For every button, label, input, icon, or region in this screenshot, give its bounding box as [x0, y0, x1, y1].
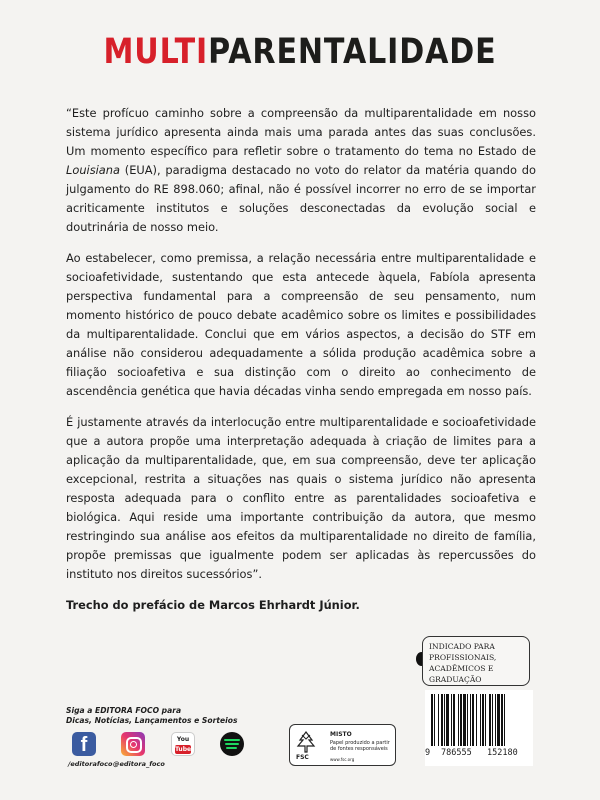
back-cover-text: [66, 104, 536, 627]
indicado-line: INDICADO PARA: [429, 642, 495, 651]
spotify-icon: [220, 732, 244, 756]
follow-line-2: Dicas, Notícias, Lançamentos e Sorteios: [66, 716, 238, 725]
indicado-line: GRADUAÇÃO: [429, 675, 482, 684]
youtube-icon-bottom: Tube: [175, 746, 192, 753]
preface-signature: Trecho do prefácio de Marcos Ehrhardt Júnior.: [66, 598, 360, 612]
follow-line-1: Siga a EDITORA FOCO para: [66, 706, 182, 715]
instagram-icon: [121, 732, 145, 756]
indicado-box: [422, 636, 530, 686]
fsc-label: [289, 724, 396, 766]
instagram-link[interactable]: [113, 732, 165, 768]
barcode-group-1: 786555: [441, 748, 472, 758]
title-part-parentalidade: PARENTALIDADE: [208, 32, 497, 72]
paragraph-1-end: (EUA), paradigma destacado no voto do relator da matéria quando do julgamento do RE 898.060; afinal, não é possível incorrer no erro de se importar acriticamente institutos e soluções desconectadas da evolução social e doutrinária de nosso meio.: [66, 163, 536, 234]
paragraph-1-start: “Este profícuo caminho sobre a compreensão da multiparentalidade em nosso sistema jurídico apresenta ainda mais uma parada antes das suas conclusões. Um momento específico para refletir sobre o tratamento do tema no Estado de: [66, 106, 536, 158]
barcode-group-2: 152180: [487, 748, 518, 758]
follow-text: [66, 706, 237, 726]
barcode-bars: [431, 694, 527, 746]
instagram-handle: @editora_foco: [113, 760, 165, 768]
paragraph-3: É justamente através da interlocução entre multiparentalidade e socioafetividade que a autora propõe uma interpretação adequada à criação de limites para a aplicação da multiparentalidade, que, em sua compreensão, deve ter aplicação excepcional, restrita a situações nas quais o sistema jurídico não apresenta resposta adequada para o conflito entre as parentalidades socioafetiva e biológica. Aqui reside uma importante contribuição da autora, que mesmo restringindo sua análise aos efeitos da multiparentalidade no direito de família, propõe premissas que igualmente podem ser aplicadas às repercussões do instituto nos direitos sucessórios”.: [66, 415, 536, 581]
spotify-link[interactable]: [220, 732, 244, 756]
title-part-multi: MULTI: [103, 32, 209, 72]
facebook-link[interactable]: [68, 732, 113, 768]
book-title: [42, 32, 558, 72]
indicado-line: PROFISSIONAIS,: [429, 653, 497, 662]
paragraph-2: Ao estabelecer, como premissa, a relação necessária entre multiparentalidade e socioafetividade, sustentando que esta antecede àquela, Fabíola apresenta perspectiva fundamental para a compreensão de seu pensamento, num momento histórico de pouco debate acadêmico sobre os limites e possibilidades da multiparentalidade. Conclui que em vários aspectos, a decisão do STF em análise não considerou adequadamente a sólida produção acadêmica sobre a filiação socioafetiva e sua distinção com o direito ao conhecimento de ascendência genética que havia décadas vinha sendo empregada em nosso país.: [66, 251, 536, 398]
paragraph-1: [66, 104, 536, 237]
isbn-barcode: [425, 690, 533, 766]
fsc-text: FSC: [296, 754, 309, 761]
indicado-line: ACADÊMICOS E: [429, 664, 494, 673]
facebook-icon: f: [72, 732, 96, 756]
youtube-link[interactable]: [171, 732, 195, 756]
louisiana-italic: Louisiana: [66, 163, 120, 177]
fsc-misto: MISTO: [330, 731, 352, 738]
fsc-description: Papel produzido a partir de fontes responsáveis: [330, 740, 390, 752]
youtube-icon: [171, 732, 195, 756]
fsc-tree-icon: [296, 731, 316, 753]
youtube-icon-top: You: [176, 736, 190, 743]
barcode-lead-digit: 9: [425, 748, 431, 758]
facebook-handle: /editorafoco: [68, 760, 113, 768]
fsc-website: www.fsc.org: [330, 757, 355, 762]
